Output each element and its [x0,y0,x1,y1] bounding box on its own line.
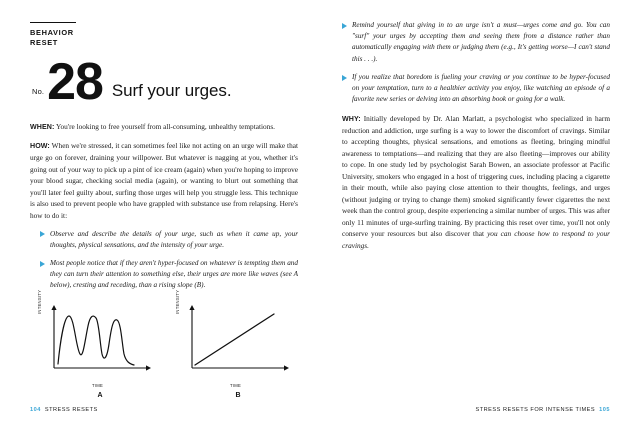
footer-text-left: STRESS RESETS [44,407,98,413]
paragraph-why [342,113,610,252]
list-item [342,20,610,65]
graph-a-area [37,289,156,388]
footer-text-right: STRESS RESETS FOR INTENSE TIMES [475,407,596,413]
triangle-bullet-icon [40,261,45,267]
paragraph-why-italic-tail: you can choose how to respond to your cravings. [342,229,610,250]
page-title: Surf your urges. [111,81,232,100]
list-item-text: Observe and describe the details of your urge, such as when it came up, your thoughts, physical sensations, and the intensity of your urge. [50,229,298,249]
right-page [320,0,640,431]
page-number-right: 105 [599,407,610,413]
graph-b-xlabel: TIME [230,382,242,388]
lead-how: HOW: [30,142,50,151]
graph-b-ylabel: INTENSITY [175,289,180,314]
list-item [40,229,298,251]
graph-a [37,289,156,399]
kicker-line-1: BEHAVIOR [30,28,74,38]
paragraph-how-text: When we're stressed, it can sometimes feel like not acting on an urge will make that urge go on forever, draining your willpower. But whatever is nagging at you, whether it's going out of your way to pick up a pint of ice cream (again) when you're hoping to improve your blood sugar, checking social media (again), or wanting to blurt out something that you'll later feel guilty about, surfing those urges will help you struggle less. This technique is also used to prevent people who have grappled with substance use from relapsing. Here's how to do it: [30,141,298,220]
right-footer [475,407,610,413]
section-kicker [30,22,298,47]
graph-b-area [175,289,294,388]
right-body-column [342,20,610,252]
graph-b-caption: B [235,391,241,399]
list-item [342,72,610,106]
graph-a-svg [38,304,156,380]
kicker-line-2: RESET [30,37,58,47]
triangle-bullet-icon [40,231,45,237]
graphs-row [37,289,298,399]
left-footer [30,407,98,413]
paragraph-when [30,121,298,133]
page-number-left: 104 [30,407,41,413]
lead-why: WHY: [342,114,361,123]
graph-a-ylabel: INTENSITY [37,289,42,314]
list-item-text: If you realize that boredom is fueling your craving or you continue to be hyper-focused on your temptation, turn to a healthier activity you enjoy, like watching an episode of a favorite new series or delving into an absorbing book or going for a walk. [352,72,610,104]
triangle-bullet-icon [342,75,347,81]
list-item-text: Remind yourself that giving in to an urge isn't a must—urges come and go. You can "surf" your urges by accepting them and seeing them from a distance rather than automatically engaging with them or judging them (e.g., It's getting worse—I can't stand this . . .). [352,21,610,63]
number-label: No. [32,87,45,96]
reset-number: 28 [47,53,103,112]
graph-b-svg [176,304,294,380]
kicker-rule [30,22,76,23]
paragraph-when-text: You're looking to free yourself from all-consuming, unhealthy temptations. [54,122,275,131]
graph-a-caption: A [97,391,103,399]
graph-b [175,289,294,399]
lead-when: WHEN: [30,123,55,131]
graph-a-xlabel: TIME [92,382,104,388]
reset-title-row [32,53,298,112]
paragraph-how [30,140,298,221]
list-item-text: Most people notice that if they aren't hyper-focused on whatever is tempting them and they can turn their attention to something else, their urges are more like waves (see A below), cresting and receding, than a rising slope (B). [50,258,298,290]
list-item [40,258,298,292]
triangle-bullet-icon [342,23,347,29]
left-body-column [30,121,298,292]
paragraph-why-text: Initially developed by Dr. Alan Marlatt, a psychologist who specialized in harm reduction and addiction, urge surfing is a way to lower the discomfort of cravings. Similar to accepting thoughts, physical sensations, and emotions as fleeting, bringing mindful awareness to temptations—and realizing that they are also fleeting—improves our ability to cope. In one study led by psychologist Sarah Bowen, an associate professor at Pacific University, smokers who engaged in a host of triggering cues, including placing a cigarette in their mouth, while also paying close attention to their thoughts, feelings, and urges (without judging or trying to change them) smoked significantly fewer cigarettes the next week than the control group, despite experiencing a similar number of urges. This was after only 11 minutes of urge-surfing training. By practicing this reset over time, you'll not only conserve your resources but also discover that [342,113,610,239]
